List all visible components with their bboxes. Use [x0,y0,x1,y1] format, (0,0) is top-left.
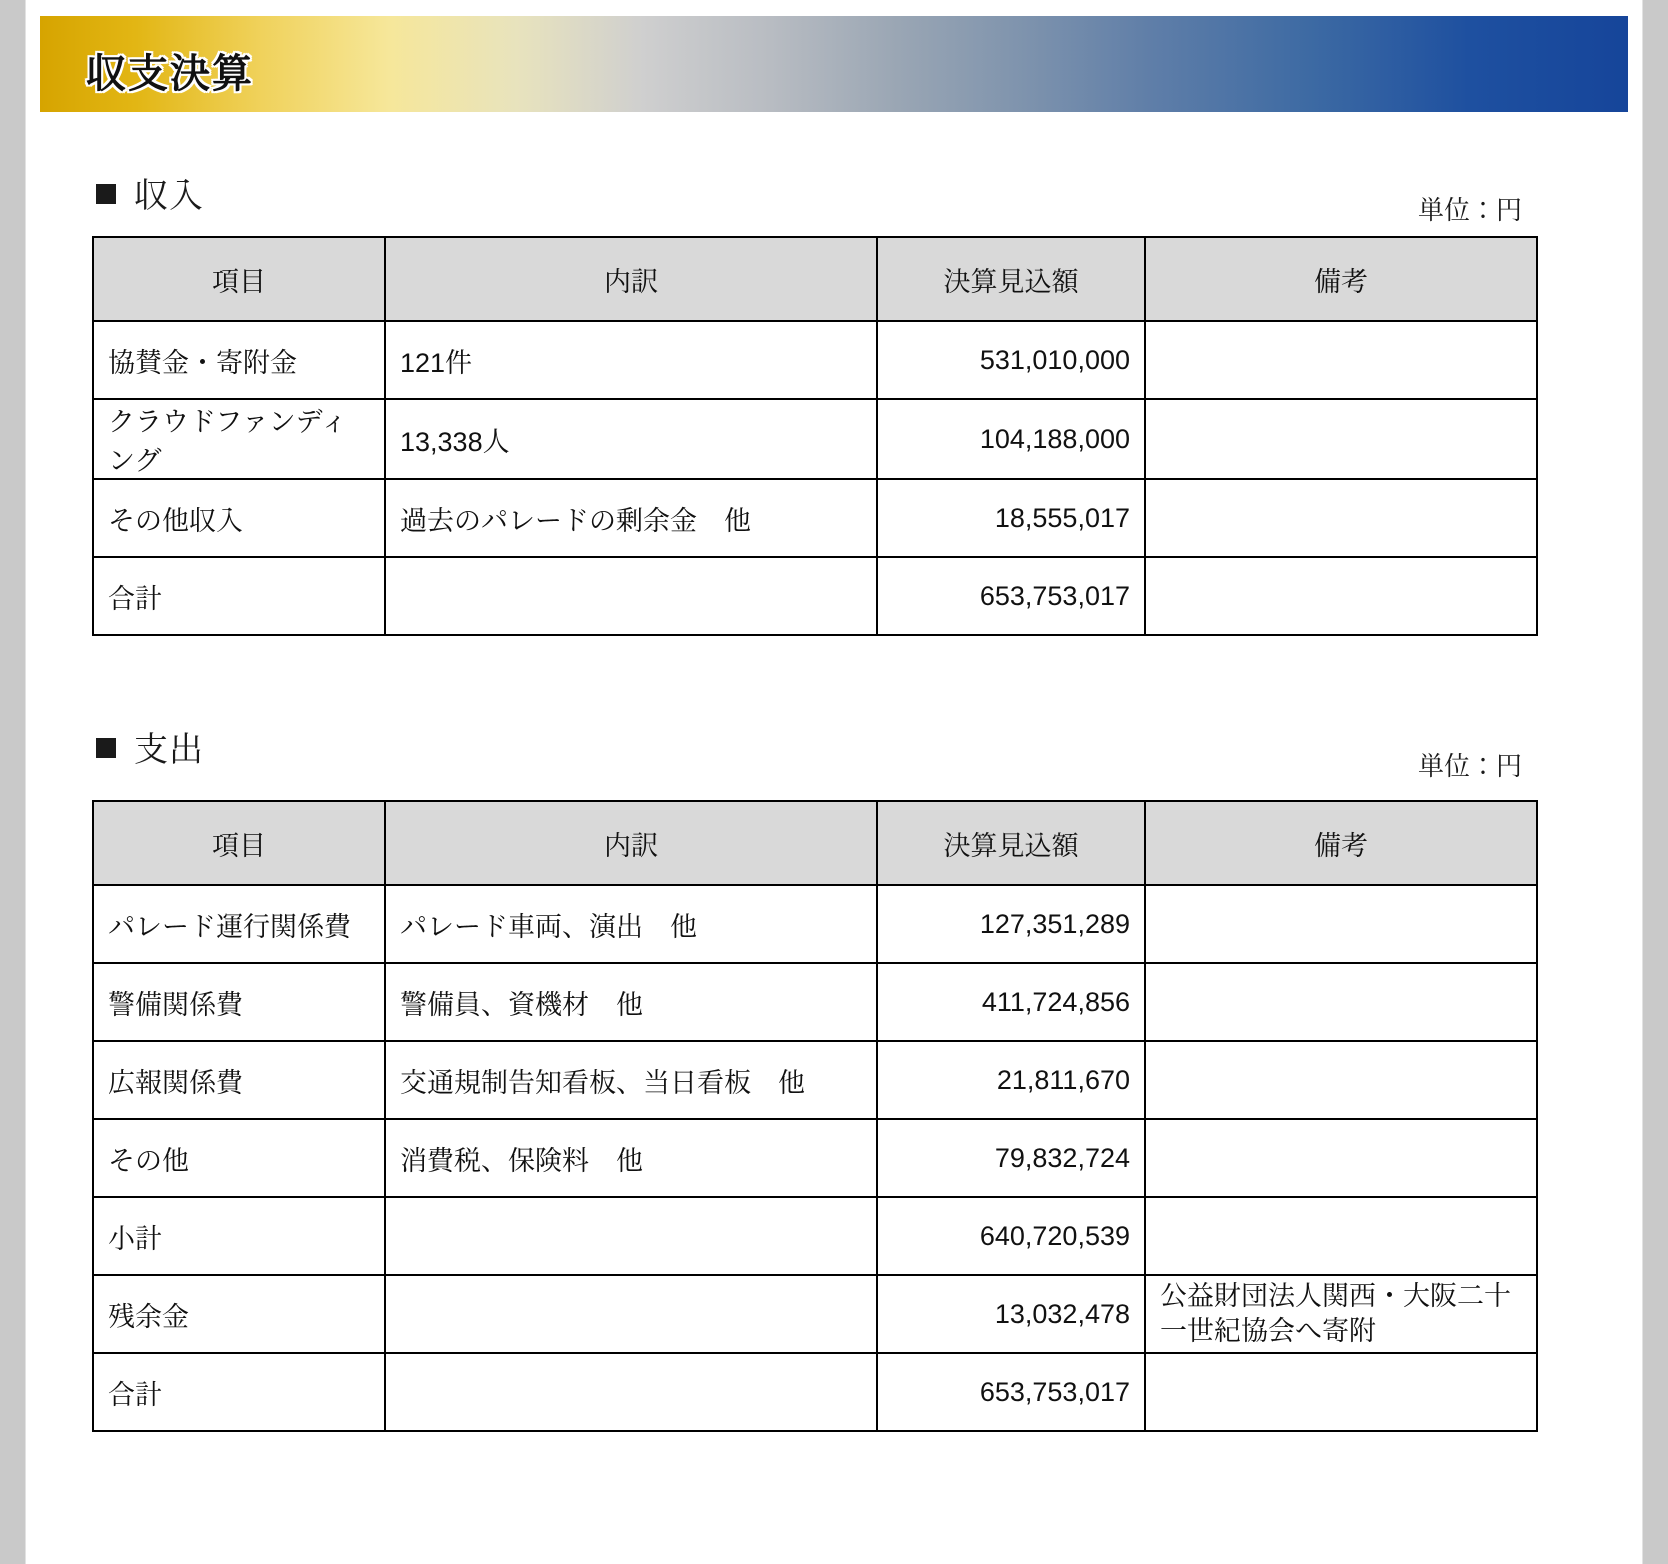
expense-subtotal-note [1145,1197,1537,1275]
income-row-note [1145,479,1537,557]
expense-col-note: 備考 [1145,801,1537,885]
expense-subtotal-amount: 640,720,539 [877,1197,1145,1275]
table-row-total [93,1353,1537,1431]
expense-subtotal-detail [385,1197,877,1275]
expense-row-amount: 411,724,856 [877,963,1145,1041]
table-row-remainder [93,1275,1537,1353]
expense-row-amount: 127,351,289 [877,885,1145,963]
income-col-amount: 決算見込額 [877,237,1145,321]
expense-row-note [1145,1119,1537,1197]
expense-row-note [1145,885,1537,963]
expense-total-detail [385,1353,877,1431]
table-header-row [93,801,1537,885]
expense-row-amount: 21,811,670 [877,1041,1145,1119]
income-total-amount: 653,753,017 [877,557,1145,635]
table-row [93,1119,1537,1197]
expense-table [92,800,1538,1432]
expense-row-detail: 消費税、保険料 他 [385,1119,877,1197]
table-row [93,479,1537,557]
expense-row-detail: 交通規制告知看板、当日看板 他 [385,1041,877,1119]
income-row-amount: 18,555,017 [877,479,1145,557]
expense-remainder-detail [385,1275,877,1353]
table-header-row [93,237,1537,321]
income-row-item: クラウドファンディング [93,399,385,479]
bullet-square-icon [96,184,116,204]
income-col-note: 備考 [1145,237,1537,321]
income-row-detail: 121件 [385,321,877,399]
expense-remainder-item: 残余金 [93,1275,385,1353]
expense-total-amount: 653,753,017 [877,1353,1145,1431]
title-banner [40,16,1628,112]
income-row-item: 協賛金・寄附金 [93,321,385,399]
income-row-note [1145,399,1537,479]
expense-subtotal-item: 小計 [93,1197,385,1275]
document-page [26,0,1642,1564]
bullet-square-icon [96,738,116,758]
expense-total-item: 合計 [93,1353,385,1431]
expense-row-detail: 警備員、資機材 他 [385,963,877,1041]
table-row [93,321,1537,399]
expense-row-item: その他 [93,1119,385,1197]
expense-remainder-note: 公益財団法人関西・大阪二十一世紀協会へ寄附 [1145,1275,1537,1353]
table-row [93,399,1537,479]
expense-row-item: 広報関係費 [93,1041,385,1119]
expense-row-item: パレード運行関係費 [93,885,385,963]
expense-unit-label: 単位：円 [1417,751,1522,781]
expense-col-item: 項目 [93,801,385,885]
income-row-note [1145,321,1537,399]
expense-heading-label: 支出 [134,731,204,769]
table-row-subtotal [93,1197,1537,1275]
income-total-item: 合計 [93,557,385,635]
expense-row-amount: 79,832,724 [877,1119,1145,1197]
income-table [92,236,1538,636]
expense-col-detail: 内訳 [385,801,877,885]
income-heading [96,168,204,217]
expense-total-note [1145,1353,1537,1431]
expense-heading [96,722,204,771]
page-title: 収支決算 [86,52,254,96]
table-row [93,963,1537,1041]
income-row-amount: 104,188,000 [877,399,1145,479]
expense-row-note [1145,963,1537,1041]
income-row-item: その他収入 [93,479,385,557]
income-col-detail: 内訳 [385,237,877,321]
expense-remainder-amount: 13,032,478 [877,1275,1145,1353]
income-row-amount: 531,010,000 [877,321,1145,399]
income-total-note [1145,557,1537,635]
table-row [93,885,1537,963]
table-row [93,1041,1537,1119]
expense-row-note [1145,1041,1537,1119]
expense-row-detail: パレード車両、演出 他 [385,885,877,963]
income-heading-label: 収入 [134,177,204,215]
table-row-total [93,557,1537,635]
expense-row-item: 警備関係費 [93,963,385,1041]
income-unit-label: 単位：円 [1417,195,1522,225]
expense-col-amount: 決算見込額 [877,801,1145,885]
income-col-item: 項目 [93,237,385,321]
income-total-detail [385,557,877,635]
income-row-detail: 過去のパレードの剰余金 他 [385,479,877,557]
income-row-detail: 13,338人 [385,399,877,479]
